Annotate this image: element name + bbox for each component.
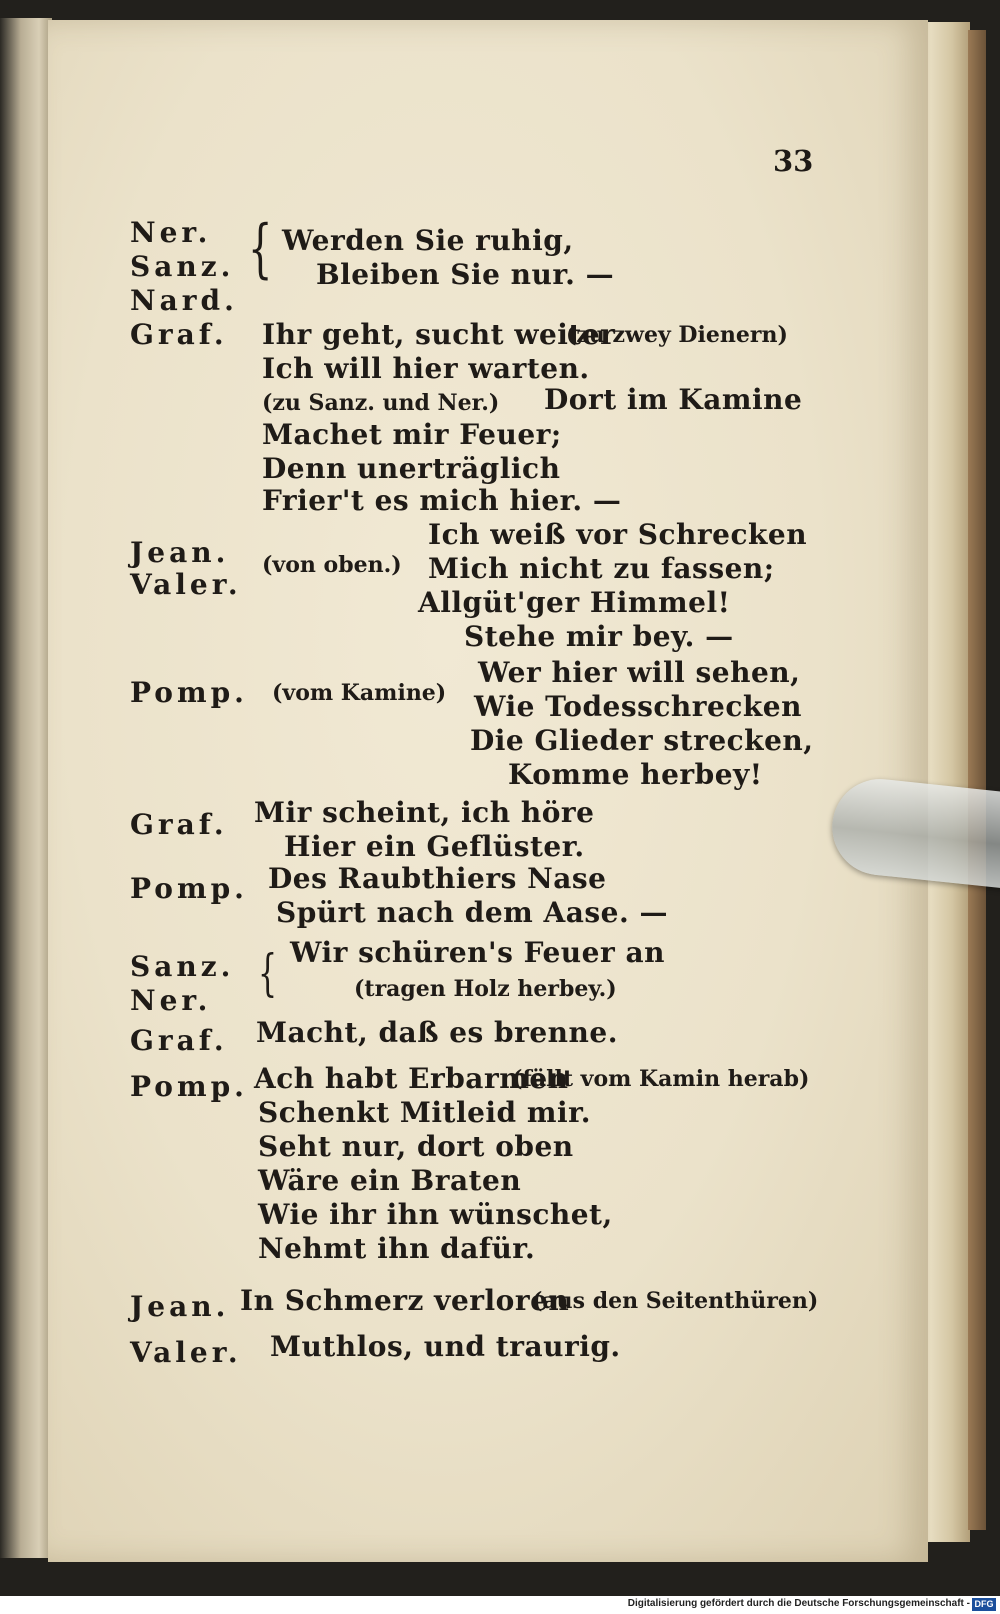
speaker-name: Nard. [130,284,238,317]
dfg-logo: DFG [972,1598,996,1611]
verse-line: Hier ein Geflüster. [284,830,585,863]
verse-line: Seht nur, dort oben [258,1130,574,1163]
verse-line: Allgüt'ger Himmel! [418,586,731,619]
verse-line: Wir schüren's Feuer an [290,936,665,969]
verse-line: Frier't es mich hier. — [262,484,622,517]
previous-page-edge [0,18,52,1558]
speaker-name: Valer. [130,568,242,601]
verse-line: Macht, daß es brenne. [256,1016,618,1049]
verse-line: Stehe mir bey. — [464,620,734,653]
verse-line: Die Glieder strecken, [470,724,814,757]
verse-line: Spürt nach dem Aase. — [276,896,668,929]
verse-line: Mir scheint, ich höre [254,796,595,829]
stage-direction: (fällt vom Kamin herab) [512,1066,810,1092]
speaker-name: Pomp. [130,676,248,709]
page-number: 33 [773,144,814,178]
verse-line: Nehmt ihn dafür. [258,1232,536,1265]
verse-line: Wie ihr ihn wünschet, [258,1198,613,1231]
verse-line: Wie Todesschrecken [474,690,802,723]
speaker-name: Ner. [130,984,212,1017]
speaker-name: Sanz. [130,950,235,983]
speaker-name: Graf. [130,1024,228,1057]
speaker-name: Valer. [130,1336,242,1369]
stage-direction: (tragen Holz herbey.) [354,976,617,1002]
verse-line: Mich nicht zu fassen; [428,552,775,585]
speaker-name: Jean. [130,536,230,569]
brace-icon: { [258,944,278,1002]
speaker-name: Sanz. [130,250,235,283]
verse-line: Ihr geht, sucht weiter [262,318,616,351]
verse-line: Wäre ein Braten [258,1164,522,1197]
verse-line: Machet mir Feuer; [262,418,562,451]
verse-line: Denn unerträglich [262,452,561,485]
brace-icon: { [248,212,273,286]
speaker-name: Graf. [130,318,228,351]
verse-line: In Schmerz verloren [240,1284,570,1317]
stage-direction: (von oben.) [262,552,402,578]
verse-line: Ich will hier warten. [262,352,590,385]
verse-line: Muthlos, und traurig. [270,1330,621,1363]
verse-line: Schenkt Mitleid mir. [258,1096,592,1129]
verse-line: Des Raubthiers Nase [268,862,607,895]
verse-line: Werden Sie ruhig, [282,224,574,257]
speaker-name: Jean. [130,1290,230,1323]
stage-direction: (vom Kamine) [272,680,447,706]
stage-direction: (aus den Seitenthüren) [532,1288,819,1314]
speaker-name: Ner. [130,216,212,249]
stage-direction: (zu zwey Dienern) [566,322,788,348]
verse-line: Wer hier will sehen, [478,656,801,689]
verse-line: Bleiben Sie nur. — [316,258,615,291]
verse-line: Komme herbey! [508,758,763,791]
speaker-name: Pomp. [130,872,248,905]
verse-line: Ach habt Erbarmen [254,1062,569,1095]
verse-line: Dort im Kamine [544,383,803,416]
verse-line: Ich weiß vor Schrecken [428,518,808,551]
speaker-name: Graf. [130,808,228,841]
speaker-name: Pomp. [130,1070,248,1103]
stage-direction: (zu Sanz. und Ner.) [262,390,500,416]
footer-credit: Digitalisierung gefördert durch die Deutsche Forschungsgemeinschaft - [627,1598,970,1609]
book-cover-edge [968,30,986,1530]
